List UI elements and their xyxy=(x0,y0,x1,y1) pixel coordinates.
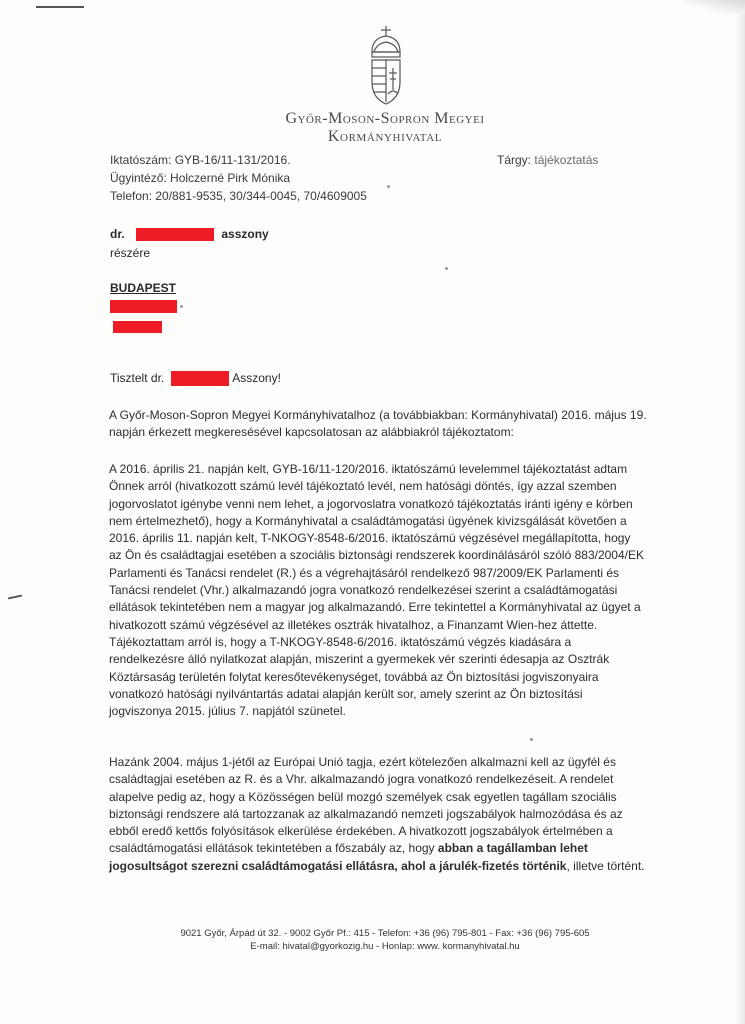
text-line: Hazánk 2004. május 1-jétől az Európai Unió tagja, ezért kötelezően alkalmazni kell az ügyfél és xyxy=(109,755,616,769)
letter-footer xyxy=(120,927,650,953)
text-line: Önnek arról (hivatkozott számú levél tájékoztató levél, nem hatósági döntés, így azzal szemben xyxy=(109,479,617,494)
paragraph-2 xyxy=(109,461,659,720)
salutation xyxy=(110,371,281,386)
addressee-reszere: részére xyxy=(110,246,151,260)
salutation-prefix: Tisztelt dr. xyxy=(110,371,165,385)
scan-mark xyxy=(8,595,22,600)
text-line: vonatkozó hatósági nyilvántartás adatai alapján került sor, amely szerint az Ön biztosítási xyxy=(109,686,583,701)
text-line: 2016. április 11. napján kelt, T-NKOGY-8548-6/2016. iktatószámú végzésével megállapította, hogy xyxy=(109,531,631,546)
redaction-box xyxy=(113,321,162,333)
footer-address: 9021 Győr, Árpád út 32. - 9002 Győr Pf.: 415 - Telefon: +36 (96) 795-801 - Fax: +36 (96) 795-605 xyxy=(180,928,590,939)
text-line xyxy=(109,840,659,857)
text-run: családtámogatási ellátások tekintetében a főszabály az, hogy xyxy=(109,841,435,856)
addressee-name xyxy=(110,227,269,241)
org-line-1: Győr-Moson-Sopron Megyei xyxy=(285,110,485,127)
hungarian-coat-of-arms-icon xyxy=(366,24,406,106)
text-line: biztonsági rendszere alá tartozzanak az alkalmazandó nemzeti jogszabályok halmozódása és az xyxy=(109,806,623,821)
text-line: A 2016. április 21. napján kelt, GYB-16/11-120/2016. iktatószámú levelemmel tájékoztatást adtam xyxy=(109,462,628,476)
scan-speck xyxy=(530,738,533,741)
text-line: az Ön és családtagjai esetében a szociális biztonsági rendszerek koordinálásáról szóló 883/2004/EK xyxy=(109,548,644,563)
text-line: A Győr-Moson-Sopron Megyei Kormányhivatalhoz (a továbbiakban: Kormányhivatal) 2016. május 19. xyxy=(109,408,647,422)
paragraph-3 xyxy=(109,754,659,875)
subject-value: tájékoztatás xyxy=(534,153,599,167)
scan-corner-fold xyxy=(685,0,745,14)
scan-speck xyxy=(387,185,390,188)
paragraph-1 xyxy=(109,407,659,442)
addressee-city: BUDAPEST xyxy=(110,281,177,295)
subject-label: Tárgy: xyxy=(497,153,532,167)
emphasis-text: jogosultságot szerezni családtámogatási ellátásra, ahol a járulék-fizetés történik xyxy=(109,858,567,873)
text-line: Parlamenti és Tanácsi rendelet (R.) és a végrehajtásáról rendelkező 987/2009/EK Parlamenti és xyxy=(109,565,620,580)
text-line: Tanácsi rendelet (Vhr.) alkalmazandó jogra vonatkozó rendelkezései szerint a családtámogatási xyxy=(109,583,618,598)
org-line-2: Kormányhivatal xyxy=(327,128,443,145)
text-line: családtagjai esetében az R. és a Vhr. alkalmazandó jogra vonatkozó rendelkezéseit. A rendelet xyxy=(109,772,614,787)
text-line: jogorvoslatot igénybe venni nem lehet, a jogorvoslatra vonatkozó tájékoztatás iránti igény e körben xyxy=(109,496,633,511)
redaction-box xyxy=(171,371,229,386)
text-line: rendelkezésre álló nyilatkozat alapján, miszerint a gyermekek vér szerinti édesapja az Osztrák xyxy=(109,652,610,667)
organization-name xyxy=(255,110,515,146)
case-officer: Ügyintéző: Holczerné Pirk Mónika xyxy=(110,171,291,185)
text-line: Köztársaság területén folytat keresőtevékenységet, továbbá az Ön biztosítási jogviszonyaira xyxy=(109,669,599,684)
subject-line xyxy=(497,153,598,167)
addressee-prefix: dr. xyxy=(110,227,125,241)
text-line: Tájékoztattam arról is, hogy a T-NKOGY-8548-6/2016. iktatószámú végzés kiadására a xyxy=(109,634,572,649)
address-line-1 xyxy=(110,299,177,313)
text-line: jogviszonya 2015. július 7. napjától szünetel. xyxy=(109,704,346,719)
phone-numbers: Telefon: 20/881-9535, 30/344-0045, 70/4609005 xyxy=(110,189,367,203)
scan-edge-shadow xyxy=(735,0,745,1024)
text-line: ellátások tekintetében nem a magyar jog alkalmazandó. Erre tekintettel a Kormányhivatal az ügyet a xyxy=(109,600,641,615)
emphasis-text: abban a tagállamban lehet xyxy=(437,841,588,856)
text-line: napján érkezett megkeresésével kapcsolatosan az alábbiakról tájékoztatom: xyxy=(109,425,514,440)
address-line-2 xyxy=(113,319,162,333)
addressee-suffix: asszony xyxy=(221,227,269,241)
text-line xyxy=(109,858,659,875)
text-line: nem értelmezhető), hogy a Kormányhivatal a családtámogatási ügyének kivizsgálását követően a xyxy=(109,513,627,528)
text-line: alapelve pedig az, hogy a Közösségen belül mozgó személyek csak egyetlen tagállam szociális xyxy=(109,789,617,804)
redaction-box xyxy=(136,228,214,241)
text-line: ebből eredő kettős folyósítások elkerülése érdekében. A hivatkozott jogszabályok értelmében a xyxy=(109,824,613,839)
scan-speck xyxy=(445,267,448,270)
salutation-suffix: Asszony! xyxy=(232,371,281,385)
text-run: , illetve történt. xyxy=(566,858,645,873)
reference-number: Iktatószám: GYB-16/11-131/2016. xyxy=(110,153,291,167)
redaction-box xyxy=(110,300,177,313)
scan-speck xyxy=(180,305,183,308)
scan-mark xyxy=(36,6,84,8)
text-line: hivatkozott számú végzésével az illetékes osztrák hivatalhoz, a Finanzamt Wien-hez áttette. xyxy=(109,617,598,632)
footer-contacts: E-mail: hivatal@gyorkozig.hu - Honlap: www. kormanyhivatal.hu xyxy=(250,941,520,952)
